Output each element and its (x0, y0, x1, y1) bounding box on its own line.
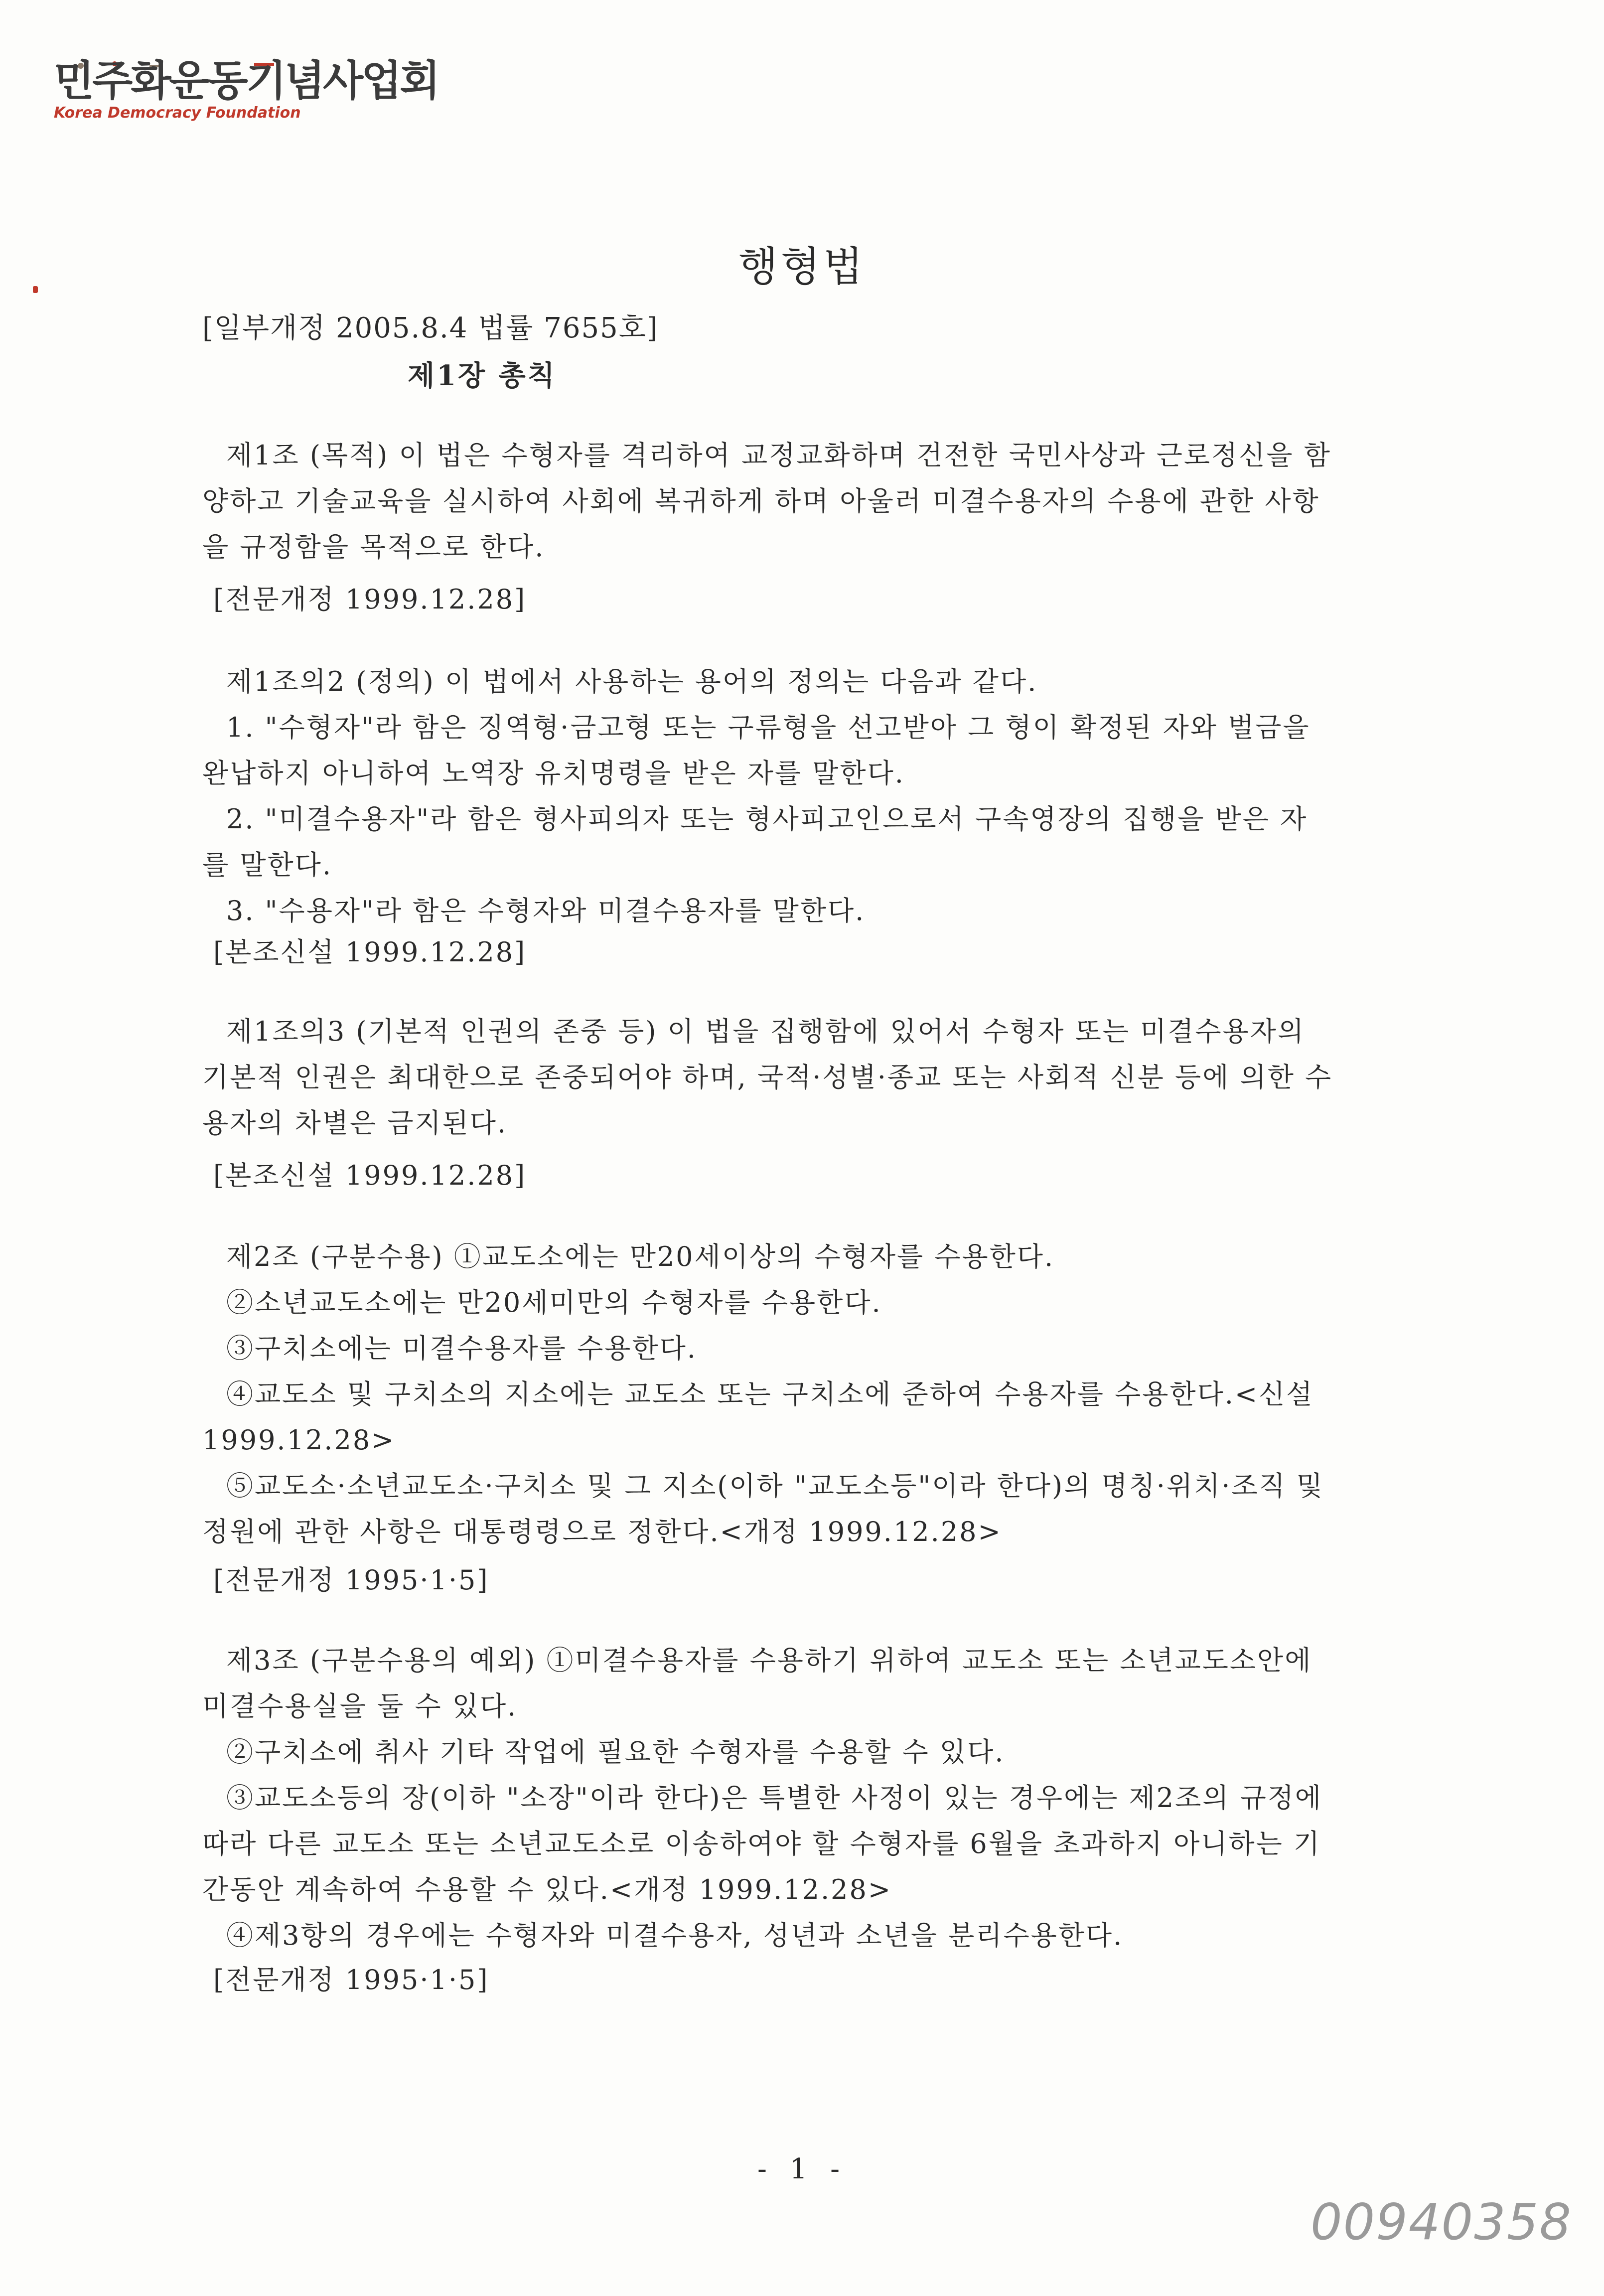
article-1 (202, 433, 1376, 570)
text-line: 제1조의3 (기본적 인권의 존중 등) 이 법을 집행함에 있어서 수형자 또는 미결수용자의 (226, 1016, 1306, 1047)
article-note: [본조신설 1999.12.28] (213, 1160, 527, 1191)
text-line: 기본적 인권은 최대한으로 존중되어야 하며, 국적·성별·종교 또는 사회적 신분 등에 의한 수 (202, 1062, 1333, 1093)
text-line: 미결수용실을 둘 수 있다. (202, 1690, 518, 1722)
text-line: 용자의 차별은 금지된다. (202, 1107, 508, 1139)
text-line: 따라 다른 교도소 또는 소년교도소로 이송하여야 할 수형자를 6월을 초과하지 아니하는 기 (202, 1828, 1321, 1859)
article-2 (202, 1234, 1376, 1555)
text-line: ②소년교도소에는 만20세미만의 수형자를 수용한다. (226, 1287, 882, 1318)
page-number: - 1 - (757, 2153, 847, 2185)
text-line: ④제3항의 경우에는 수형자와 미결수용자, 성년과 소년을 분리수용한다. (226, 1920, 1124, 1951)
text-line: 를 말한다. (202, 849, 332, 881)
text-line: 간동안 계속하여 수용할 수 있다.<개정 1999.12.28> (202, 1874, 892, 1905)
text-line: ④교도소 및 구치소의 지소에는 교도소 또는 구치소에 준하여 수용자를 수용한다.<신설 (226, 1378, 1314, 1410)
article-1-2 (202, 659, 1376, 934)
text-line: 1999.12.28> (202, 1424, 396, 1456)
text-line: 정원에 관한 사항은 대통령령으로 정한다.<개정 1999.12.28> (202, 1516, 1002, 1547)
text-line: 제3조 (구분수용의 예외) ①미결수용자를 수용하기 위하여 교도소 또는 소년교도소안에 (226, 1645, 1312, 1676)
article-note: [전문개정 1995·1·5] (213, 1964, 489, 1995)
text-line: ③구치소에는 미결수용자를 수용한다. (226, 1333, 697, 1364)
article-note: [전문개정 1999.12.28] (213, 584, 527, 615)
text-line: ②구치소에 취사 기타 작업에 필요한 수형자를 수용할 수 있다. (226, 1736, 1005, 1768)
text-line: 완납하지 아니하여 노역장 유치명령을 받은 자를 말한다. (202, 758, 905, 789)
document-title: 행형법 (738, 243, 866, 291)
article-3 (202, 1638, 1376, 1959)
text-line: ⑤교도소·소년교도소·구치소 및 그 지소(이하 "교도소등"이라 한다)의 명칭·위치·조직 및 (226, 1470, 1324, 1502)
text-line: 을 규정함을 목적으로 한다. (202, 531, 545, 563)
logo-korean-text: 민주화운동기념사업회 (54, 56, 438, 105)
text-line: 제1조의2 (정의) 이 법에서 사용하는 용어의 정의는 다음과 같다. (226, 666, 1038, 697)
amendment-note: [일부개정 2005.8.4 법률 7655호] (202, 312, 659, 344)
text-line: 1. "수형자"라 함은 징역형·금고형 또는 구류형을 선고받아 그 형이 확정된 자와 벌금을 (226, 712, 1311, 743)
foundation-logo (54, 56, 438, 122)
text-line: 제1조 (목적) 이 법은 수형자를 격리하여 교정교화하며 건전한 국민사상과 근로정신을 함 (226, 440, 1331, 471)
text-line: 3. "수용자"라 함은 수형자와 미결수용자를 말한다. (226, 895, 866, 926)
text-line: ③교도소등의 장(이하 "소장"이라 한다)은 특별한 사정이 있는 경우에는 제2조의 규정에 (226, 1782, 1323, 1814)
text-line: 2. "미결수용자"라 함은 형사피의자 또는 형사피고인으로서 구속영장의 집행을 받은 자 (226, 803, 1308, 835)
chapter-heading: 제1장 총칙 (408, 359, 557, 392)
article-1-3 (202, 1009, 1376, 1146)
text-line: 제2조 (구분수용) ①교도소에는 만20세이상의 수형자를 수용한다. (226, 1241, 1055, 1272)
text-line: 양하고 기술교육을 실시하여 사회에 복귀하게 하며 아울러 미결수용자의 수용에 관한 사항 (202, 485, 1320, 517)
article-note: [전문개정 1995·1·5] (213, 1564, 489, 1596)
archive-number: 00940358 (1311, 2193, 1572, 2251)
logo-english-text: Korea Democracy Foundation (54, 104, 301, 122)
article-note: [본조신설 1999.12.28] (213, 936, 527, 968)
